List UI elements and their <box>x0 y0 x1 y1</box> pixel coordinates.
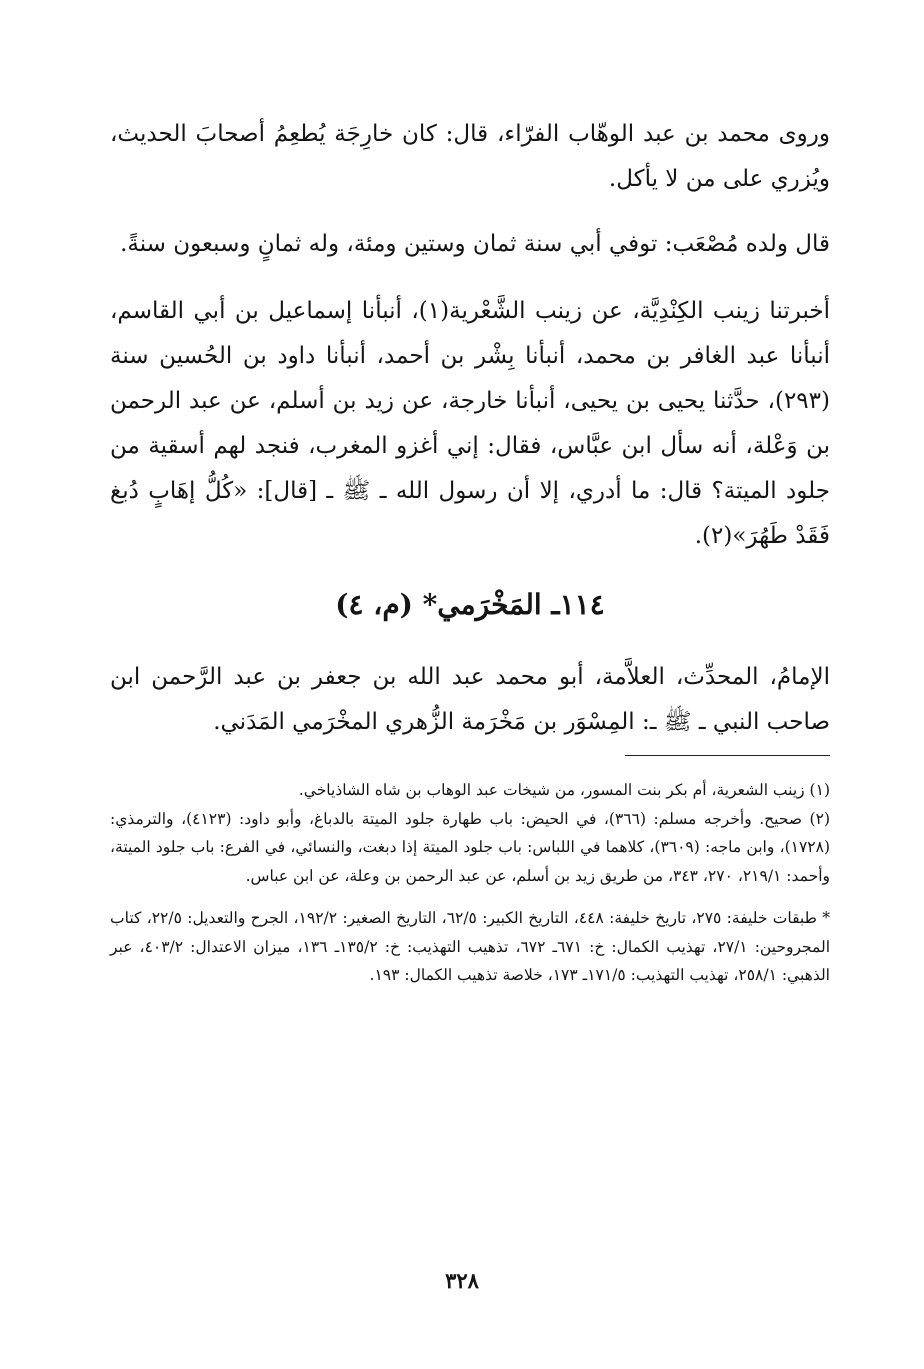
paragraph-biography: الإمامُ، المحدِّث، العلاَّمة، أبو محمد عبد الله بن جعفر بن عبد الرَّحمن ابن صاحب النبي ـ ﷺ ـ: المِسْوَر بن مَخْرَمة الزُّهري المخْرَمي المَدَني. <box>110 664 830 735</box>
entry-heading: ١١٤ـ المَخْرَمي* (م، ٤) <box>335 588 605 621</box>
footnote-1: (١) زينب الشعرية، أم بكر بنت المسور، من شيخات عبد الوهاب بن شاه الشاذياخي. <box>298 781 830 799</box>
page-number: ٣٢٨ <box>445 1268 479 1293</box>
footnote-divider <box>625 755 830 756</box>
paragraph-farra-report: وروى محمد بن عبد الوهّاب الفرّاء، قال: كان خارِجَة يُطعِمُ أصحابَ الحديث، ويُزري على من لا يأكل. <box>110 121 830 192</box>
sources-note: * طبقات خليفة: ٢٧٥، تاريخ خليفة: ٤٤٨، التاريخ الكبير: ٦٢/٥، التاريخ الصغير: ١٩٢/٢، الجرح والتعديل: ٢٢/٥، كتاب المجروحين: ٢٧/١، تهذيب الكمال: خ: ٦٧١ـ ٦٧٢، تذهيب التهذيب: خ: ١٣٥/٢ـ ١٣٦، ميزان الاعتدال: ٤٠٣/٢، عبر الذهبي: ٢٥٨/١، تهذيب التهذيب: ١٧١/٥ـ ١٧٣، خلاصة تذهيب الكمال: ١٩٣. <box>110 909 831 984</box>
paragraph-hadith-chain: أخبرتنا زينب الكِنْدِيَّة، عن زينب الشَّعْرية(١)، أنبأنا إسماعيل بن أبي القاسم، أنبأنا عبد الغافر بن محمد، أنبأنا بِشْر بن أحمد، أنبأنا داود بن الحُسين سنة (٢٩٣)، حدَّثنا يحيى بن يحيى، أنبأنا خارجة، عن زيد بن أسلم، عن عبد الرحمن بن وَعْلة، أنه سأل ابن عبَّاس، فقال: إني أغزو المغرب، فنجد لهم أسقية من جلود الميتة؟ قال: ما أدري، إلا أن رسول الله ـ ﷺ ـ [قال]: «كُلُّ إهَابٍ دُبغ فَقَدْ طَهُرَ»(٢). <box>110 298 830 549</box>
footnote-2: (٢) صحيح. وأخرجه مسلم: (٣٦٦)، في الحيض: باب طهارة جلود الميتة بالدباغ، وأبو داود: (٤١٢٣)، والترمذي: (١٧٢٨)، وابن ماجه: (٣٦٠٩)، كلاهما في اللباس: باب جلود الميتة إذا دبغت، والنسائي، في الفرع: باب جلود الميتة، وأحمد: ٢١٩/١، ٢٧٠، ٣٤٣، من طريق زيد بن أسلم، عن عبد الرحمن بن وعلة، عن ابن عباس. <box>110 809 830 885</box>
paragraph-death-date: قال ولده مُصْعَب: توفي أبي سنة ثمان وستين ومئة، وله ثمانٍ وسبعون سنةً. <box>120 231 830 257</box>
page-body <box>110 112 830 990</box>
